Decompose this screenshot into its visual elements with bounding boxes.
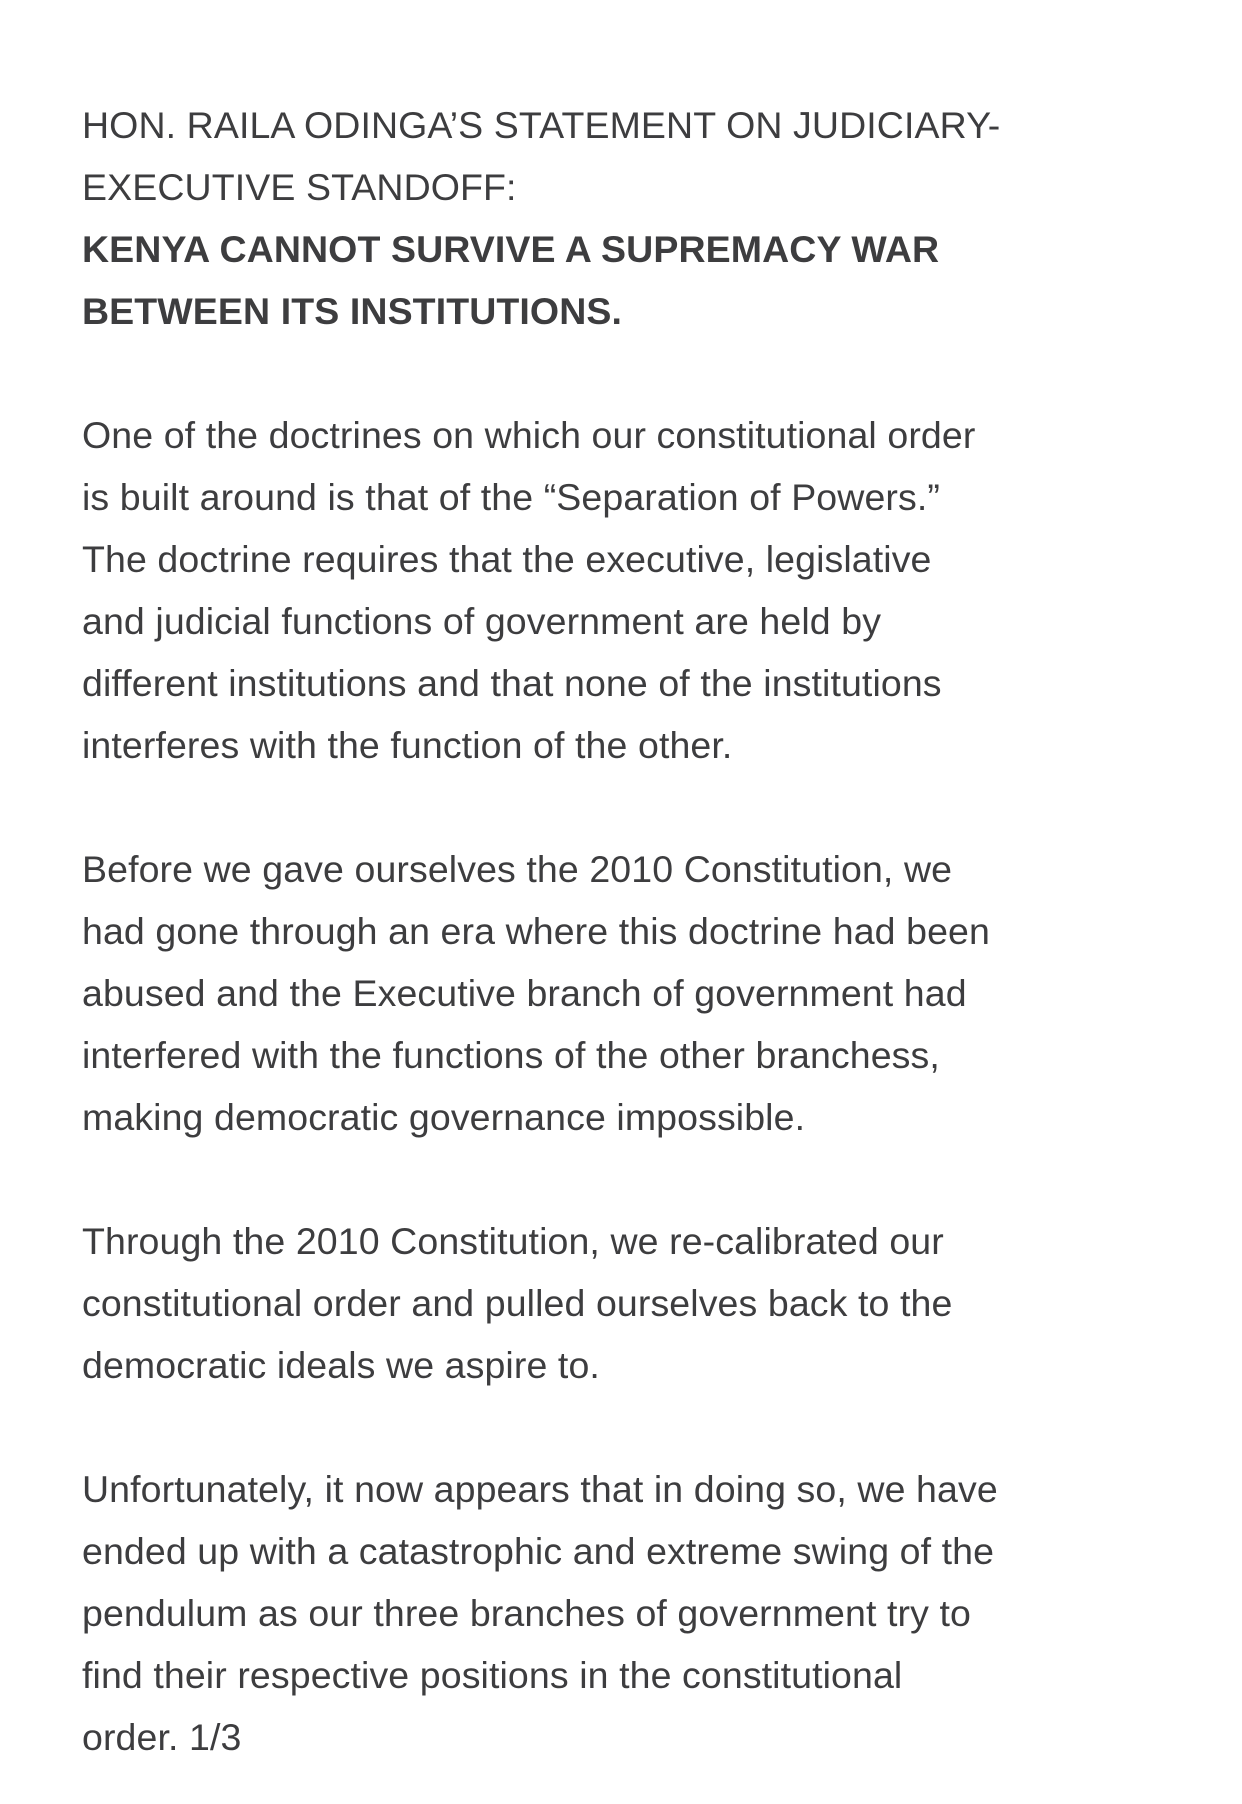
paragraph-line: making democratic governance impossible. bbox=[82, 1096, 806, 1138]
paragraph-line: The doctrine requires that the executive, legislative bbox=[82, 538, 932, 580]
paragraph-pendulum bbox=[82, 1458, 1182, 1768]
paragraph-line: interferes with the function of the other. bbox=[82, 724, 733, 766]
paragraph-before-2010 bbox=[82, 838, 1182, 1148]
paragraph-line: pendulum as our three branches of government try to bbox=[82, 1592, 971, 1634]
paragraph-line: find their respective positions in the constitutional bbox=[82, 1654, 903, 1696]
paragraph-line: democratic ideals we aspire to. bbox=[82, 1344, 600, 1386]
headline-line: KENYA CANNOT SURVIVE A SUPREMACY WAR bbox=[82, 228, 940, 270]
paragraph-line: ended up with a catastrophic and extreme swing of the bbox=[82, 1530, 995, 1572]
paragraph-line: interfered with the functions of the other branchess, bbox=[82, 1034, 940, 1076]
statement-document bbox=[82, 94, 1182, 1768]
paragraph-line: different institutions and that none of the institutions bbox=[82, 662, 942, 704]
paragraph-line: Before we gave ourselves the 2010 Constitution, we bbox=[82, 848, 953, 890]
paragraph-separation-of-powers bbox=[82, 404, 1182, 776]
paragraph-line: constitutional order and pulled ourselves back to the bbox=[82, 1282, 953, 1324]
paragraph-line: order. 1/3 bbox=[82, 1716, 242, 1758]
paragraph-line: is built around is that of the “Separation of Powers.” bbox=[82, 476, 940, 518]
paragraph-recalibration bbox=[82, 1210, 1182, 1396]
heading-line: HON. RAILA ODINGA’S STATEMENT ON JUDICIARY- bbox=[82, 104, 1001, 146]
paragraph-line: abused and the Executive branch of government had bbox=[82, 972, 967, 1014]
paragraph-line: had gone through an era where this doctrine had been bbox=[82, 910, 990, 952]
statement-heading bbox=[82, 94, 1182, 342]
paragraph-line: Unfortunately, it now appears that in doing so, we have bbox=[82, 1468, 998, 1510]
paragraph-line: and judicial functions of government are held by bbox=[82, 600, 882, 642]
headline-line: BETWEEN ITS INSTITUTIONS. bbox=[82, 290, 623, 332]
heading-line: EXECUTIVE STANDOFF: bbox=[82, 166, 517, 208]
paragraph-line: One of the doctrines on which our constitutional order bbox=[82, 414, 976, 456]
paragraph-line: Through the 2010 Constitution, we re-calibrated our bbox=[82, 1220, 944, 1262]
